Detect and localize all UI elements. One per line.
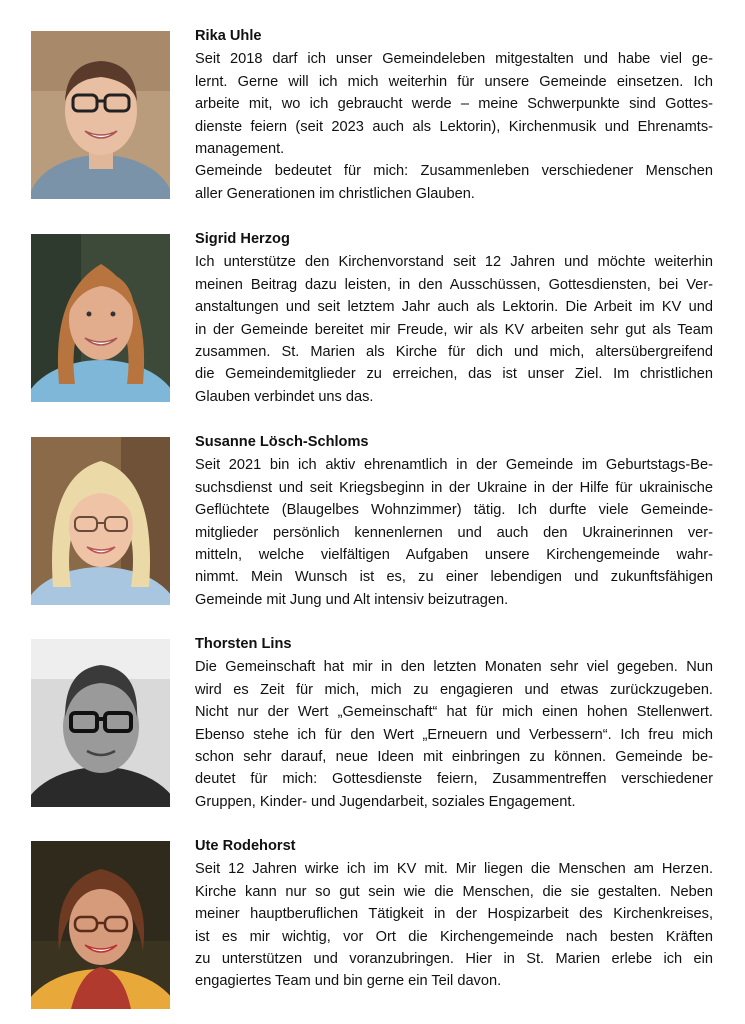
candidate-bio	[195, 48, 713, 205]
portrait-photo	[31, 841, 170, 1009]
bio-line: Kirche kann nur so gut sein wie die Menschen, die sie gestalten. Neben	[195, 883, 713, 900]
bio-line: Gemeinde mit Jung und Alt intensiv beizutragen.	[195, 591, 509, 608]
bio-line: anstaltungen und seit letztem Jahr auch als Lektorin. Die Arbeit im KV und	[195, 299, 713, 316]
candidate-text	[195, 25, 713, 205]
candidate-text	[195, 633, 713, 813]
candidate-bio	[195, 656, 713, 813]
portrait-photo-rika-uhle	[31, 31, 170, 199]
bio-line: deutet für mich: Gottesdienste feiern, Zusammentreffen verschiedener	[195, 771, 713, 788]
bio-line: zu unterstützen und voranzubringen. Hier in St. Marien erlebe ich ein	[195, 951, 713, 968]
bio-line: suchsdienst und seit Kriegsbeginn in der Ukraine in der Hilfe für ukrainische	[195, 479, 713, 496]
portrait-photo-susanne-loesch-schloms	[31, 437, 170, 605]
candidate-name: Rika Uhle	[195, 28, 262, 44]
candidate-text	[195, 431, 713, 611]
bio-line: lernt. Gerne will ich mich weiterhin für unsere Gemeinde einsetzen. Ich	[195, 73, 713, 90]
bio-line: die Gemeindemitglieder zu erreichen, das ist unser Ziel. Im christlichen	[195, 366, 713, 383]
portrait-photo	[31, 639, 170, 807]
portrait-photo-sigrid-herzog	[31, 234, 170, 402]
candidate-bio	[195, 251, 713, 408]
bio-line: Die Gemeinschaft hat mir in den letzten Monaten sehr viel gegeben. Nun	[195, 659, 713, 676]
bio-line: mitteln, welche vielfältigen Aufgaben unsere Kirchengemeinde wahr-	[195, 547, 713, 564]
bio-line: schon sehr darauf, neue Ideen mit einbringen zu können. Gemeinde be-	[195, 749, 713, 766]
bio-line: aller Generationen im christlichen Glauben.	[195, 185, 475, 202]
candidate-text	[195, 835, 713, 993]
bio-line: mitglieder persönlich kennenlernen und auch den Ukrainerinnen ver-	[195, 524, 713, 541]
candidate-text	[195, 228, 713, 408]
bio-line: Ich unterstütze den Kirchenvorstand seit 12 Jahren und möchte weiterhin	[195, 254, 713, 271]
candidate-name: Thorsten Lins	[195, 636, 292, 652]
bio-line: Glauben verbindet uns das.	[195, 388, 374, 405]
bio-line: Seit 2021 bin ich aktiv ehrenamtlich in der Gemeinde im Geburtstags-Be-	[195, 457, 713, 474]
portrait-photo-ute-rodehorst	[31, 841, 170, 1009]
bio-line: meiner hauptberuflichen Tätigkeit in der Hospizarbeit des Kirchenkreises,	[195, 906, 713, 923]
bio-line: dienste feiern (seit 2023 auch als Lektorin), Kirchenmusik und Ehrenamts-	[195, 118, 713, 135]
portrait-photo	[31, 31, 170, 199]
candidate-bio	[195, 858, 713, 992]
candidate-name: Sigrid Herzog	[195, 231, 290, 247]
bio-line: Geflüchtete (Blaugelbes Wohnzimmer) tätig. Ich durfte viele Gemeinde-	[195, 502, 713, 519]
bio-line: arbeite mit, wo ich gebraucht werde – meine Schwerpunkte sind Gottes-	[195, 96, 713, 113]
portrait-photo	[31, 437, 170, 605]
bio-line: Seit 12 Jahren wirke ich im KV mit. Mir liegen die Menschen am Herzen.	[195, 861, 713, 878]
bio-line: zusammen. St. Marien als Kirche für dich und mich, altersübergreifend	[195, 344, 713, 361]
bio-line: nimmt. Mein Wunsch ist es, zu einer lebendigen und zukunftsfähigen	[195, 569, 713, 586]
candidate-bio	[195, 454, 713, 611]
bio-line: Seit 2018 darf ich unser Gemeindeleben mitgestalten und habe viel ge-	[195, 51, 713, 68]
bio-line: in der Gemeinde bereitet mir Freude, wir als KV arbeiten sehr gut als Team	[195, 321, 713, 338]
portrait-photo	[31, 234, 170, 402]
bio-line: wird es Zeit für mich, mich zu engagieren und etwas zurückzugeben.	[195, 681, 713, 698]
bio-line: engagiertes Team und bin gerne ein Teil davon.	[195, 973, 502, 990]
bio-line: ist es mir wichtig, vor Ort die Kirchengemeinde nach besten Kräften	[195, 928, 713, 945]
candidate-name: Ute Rodehorst	[195, 838, 296, 854]
bio-line: Nicht nur der Wert „Gemeinschaft“ hat für mich einen hohen Stellenwert.	[195, 704, 713, 721]
bio-line: Gruppen, Kinder- und Jugendarbeit, soziales Engagement.	[195, 793, 576, 810]
candidate-name: Susanne Lösch-Schloms	[195, 434, 369, 450]
bio-line: Ebenso stehe ich für den Wert „Erneuern und Verbessern“. Ich freu mich	[195, 726, 713, 743]
bio-line: Gemeinde bedeutet für mich: Zusammenleben verschiedener Menschen	[195, 163, 713, 180]
bio-line: management.	[195, 141, 285, 158]
bio-line: meinen Beitrag dazu leisten, in den Ausschüssen, Gottesdiensten, bei Ver-	[195, 276, 713, 293]
portrait-photo-thorsten-lins	[31, 639, 170, 807]
